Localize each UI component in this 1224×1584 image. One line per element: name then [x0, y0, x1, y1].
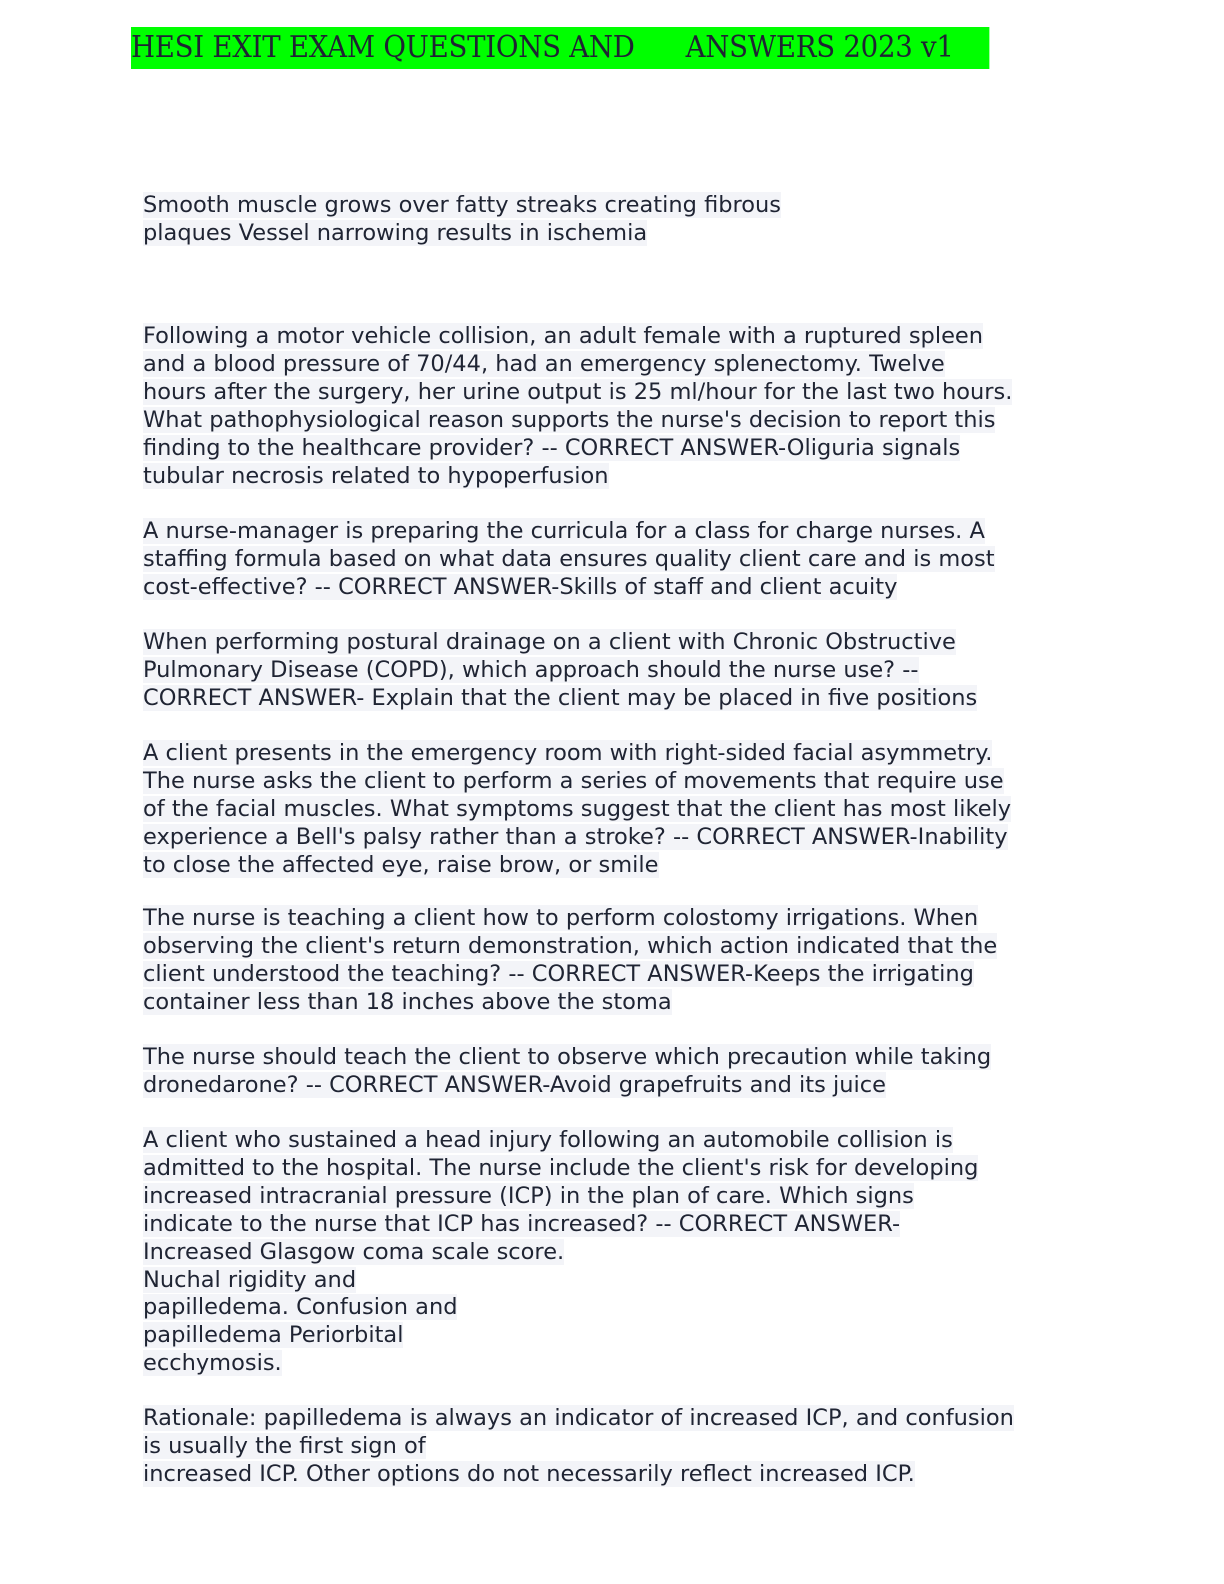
text-line: ecchymosis.: [143, 1350, 282, 1377]
qa-item-dronedarone: [143, 1044, 1073, 1100]
text-line: The nurse asks the client to perform a series of movements that require use: [143, 767, 1004, 794]
text-line: client understood the teaching? -- CORRECT ANSWER-Keeps the irrigating: [143, 960, 974, 987]
rationale-paragraph: [143, 1405, 1073, 1489]
text-line: and a blood pressure of 70/44, had an emergency splenectomy. Twelve: [143, 350, 945, 377]
text-line: staffing formula based on what data ensures quality client care and is most: [143, 545, 995, 572]
text-line: to close the affected eye, raise brow, or smile: [143, 851, 659, 878]
text-line: The nurse should teach the client to observe which precaution while taking: [143, 1044, 992, 1070]
text-line: dronedarone? -- CORRECT ANSWER-Avoid grapefruits and its juice: [143, 1071, 886, 1098]
text-line: increased ICP. Other options do not necessarily reflect increased ICP.: [143, 1460, 915, 1487]
text-line: papilledema. Confusion and: [143, 1294, 458, 1321]
text-line: A nurse-manager is preparing the curricula for a class for charge nurses. A: [143, 518, 985, 544]
qa-item-colostomy: [143, 905, 1073, 1017]
text-line: A client presents in the emergency room with right-sided facial asymmetry.: [143, 740, 993, 766]
text-line: Nuchal rigidity and: [143, 1266, 357, 1293]
text-line: CORRECT ANSWER- Explain that the client may be placed in five positions: [143, 684, 978, 711]
text-line: A client who sustained a head injury following an automobile collision is: [143, 1127, 953, 1153]
text-line: hours after the surgery, her urine output is 25 ml/hour for the last two hours.: [143, 378, 1013, 405]
qa-item-icp: [143, 1127, 1073, 1378]
page-title: HESI EXIT EXAM QUESTIONS AND ANSWERS 2023 v1: [131, 27, 989, 69]
text-line: of the facial muscles. What symptoms suggest that the client has most likely: [143, 795, 1012, 822]
text-line: What pathophysiological reason supports the nurse's decision to report this: [143, 406, 996, 433]
text-line: admitted to the hospital. The nurse include the client's risk for developing: [143, 1154, 979, 1181]
text-line: increased intracranial pressure (ICP) in the plan of care. Which signs: [143, 1182, 914, 1209]
text-line: observing the client's return demonstration, which action indicated that the: [143, 932, 998, 959]
text-line: tubular necrosis related to hypoperfusion: [143, 462, 609, 489]
text-line: papilledema Periorbital: [143, 1322, 404, 1349]
text-line: Rationale: papilledema is always an indicator of increased ICP, and confusion: [143, 1405, 1014, 1431]
text-line: cost-effective? -- CORRECT ANSWER-Skills of staff and client acuity: [143, 573, 898, 600]
qa-item-postural-drainage: [143, 629, 1073, 713]
text-line: Smooth muscle grows over fatty streaks creating fibrous: [143, 192, 782, 218]
qa-item-splenectomy: [143, 323, 1073, 490]
text-line: finding to the healthcare provider? -- CORRECT ANSWER-Oliguria signals: [143, 434, 961, 461]
qa-item-bells-palsy: [143, 740, 1073, 880]
text-line: plaques Vessel narrowing results in ischemia: [143, 219, 648, 246]
text-line: indicate to the nurse that ICP has increased? -- CORRECT ANSWER-: [143, 1210, 901, 1237]
text-line: When performing postural drainage on a client with Chronic Obstructive: [143, 629, 956, 655]
qa-item-staffing: [143, 518, 1073, 602]
text-line: container less than 18 inches above the stoma: [143, 988, 672, 1015]
intro-paragraph: [143, 192, 1073, 248]
text-line: The nurse is teaching a client how to perform colostomy irrigations. When: [143, 905, 979, 931]
text-line: experience a Bell's palsy rather than a stroke? -- CORRECT ANSWER-Inability: [143, 823, 1008, 850]
text-line: Pulmonary Disease (COPD), which approach should the nurse use? --: [143, 656, 919, 683]
text-line: Increased Glasgow coma scale score.: [143, 1238, 565, 1265]
text-line: is usually the first sign of: [143, 1432, 426, 1459]
text-line: Following a motor vehicle collision, an adult female with a ruptured spleen: [143, 323, 984, 349]
